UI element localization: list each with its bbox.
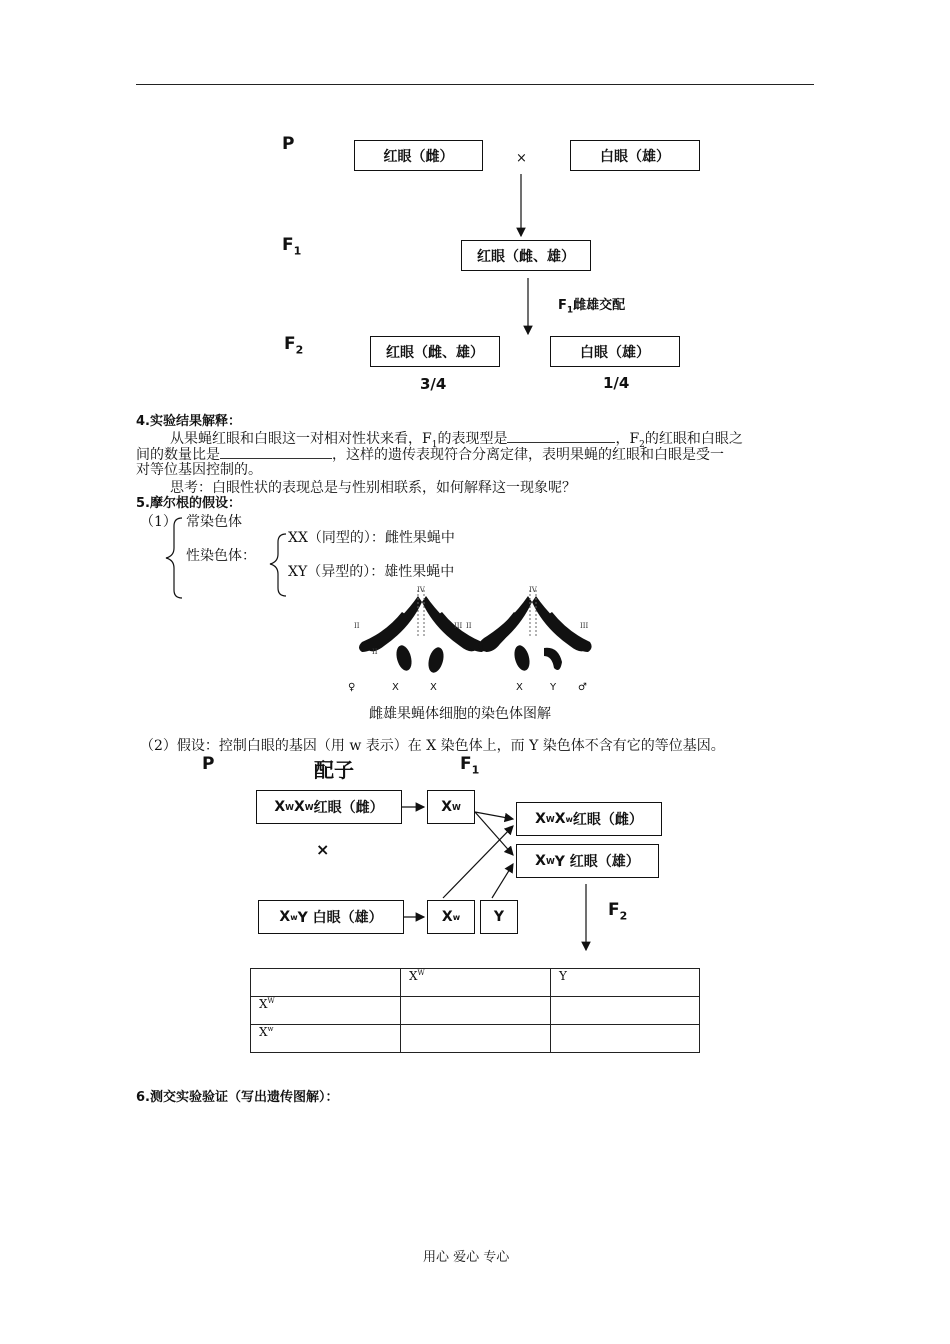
- x-label-3: X: [516, 682, 523, 693]
- gamete3-to-f1b-arrow: [492, 864, 513, 898]
- section-4-line-2: 间的数量比是 ，这样的遗传表现符合分离定律，表明果蝇的红眼和白眼是受一: [136, 447, 724, 463]
- f2-white-box: 白眼（雄）: [550, 336, 680, 367]
- f2-red-box: 红眼（雌、雄）: [370, 336, 500, 367]
- table-corner-cell: [251, 969, 401, 997]
- p-female-box: 红眼（雌）: [354, 140, 483, 171]
- sex-chromosome-label: 性染色体：: [186, 548, 256, 564]
- row-header-xw-dominant: $X^W$: [251, 997, 401, 1025]
- gamete-label: 配子: [314, 758, 354, 782]
- row-header-xw-recessive: $X^w$: [251, 1025, 401, 1053]
- section-4-line-1: 从果蝇红眼和白眼这一对相对性状来看，$F_1$的表现型是 ，$F_2$的红眼和白眼之: [170, 431, 743, 450]
- table-row: [251, 1025, 700, 1053]
- chrom-label-iii-left: III: [454, 622, 463, 630]
- section-4-heading: 4.实验结果解释：: [136, 414, 241, 429]
- y-label: Y: [550, 682, 557, 693]
- chrom-label-iv-left: IV: [417, 586, 425, 594]
- p-generation-label: P: [282, 134, 295, 154]
- table-row: [251, 969, 700, 997]
- punnett-square: [250, 968, 700, 1053]
- gamete2-to-f1a-arrow: [443, 826, 513, 898]
- x-label-2: X: [430, 682, 437, 693]
- footer-text: 用心 爱心 专心: [423, 1250, 510, 1265]
- f2-generation-label: $F_2$: [284, 334, 304, 357]
- header-cell-xw-dominant: $X^W$: [401, 969, 551, 997]
- chrom-label-iii-right: III: [580, 622, 589, 630]
- f1-female-genotype-box: X W X w 红眼（雌）: [516, 802, 662, 836]
- autosome-label: 常染色体: [186, 514, 242, 530]
- f1-box: 红眼（雌、雄）: [461, 240, 591, 271]
- f1-label-2: $F_1$: [460, 754, 480, 777]
- gamete-y-box: Y: [480, 900, 518, 934]
- xy-label: XY（异型的）：雄性果蝇中: [288, 564, 455, 580]
- section-6-heading: 6.测交实验验证（写出遗传图解）：: [136, 1090, 339, 1105]
- figure-caption: 雌雄果蝇体细胞的染色体图解: [369, 706, 551, 722]
- xx-label: XX（同型的）：雌性果蝇中: [288, 530, 455, 546]
- f1-male-genotype-box: X W Y 红眼（雄）: [516, 844, 659, 878]
- gamete-xw-dominant-box: X W: [427, 790, 475, 824]
- p-female-genotype-box: X W X W 红眼（雌）: [256, 790, 402, 824]
- p-male-box: 白眼（雄）: [570, 140, 700, 171]
- item-1-number: （1）: [140, 514, 177, 530]
- p-label-2: P: [202, 754, 215, 774]
- section-4-think: 思考：白眼性状的表现总是与性别相联系，如何解释这一现象呢？: [170, 480, 576, 496]
- x-label-1: X: [392, 682, 399, 693]
- chrom-label-ii-mid: II: [466, 622, 472, 630]
- f1-mating-label: $F_1$雌雄交配: [558, 298, 626, 316]
- table-cell[interactable]: [551, 1025, 700, 1053]
- gamete-xw-recessive-box: X w: [427, 900, 475, 934]
- ratio-red: 3/4: [420, 375, 447, 393]
- hypothesis: （2）假设：控制白眼的基因（用 w 表示）在 X 染色体上，而 Y 染色体不含有它的等位基因。: [140, 738, 725, 754]
- section-4-line-3: 对等位基因控制的。: [136, 462, 262, 478]
- male-symbol-icon: ♂: [578, 682, 587, 693]
- table-cell[interactable]: [401, 1025, 551, 1053]
- cross-sign-2: ×: [316, 840, 330, 859]
- table-row: [251, 997, 700, 1025]
- chrom-label-ii-left: II: [354, 622, 360, 630]
- chrom-label-iv-right: IV: [529, 586, 537, 594]
- female-symbol-icon: ♀: [348, 682, 356, 693]
- cross-sign: ×: [516, 151, 527, 166]
- table-cell[interactable]: [401, 997, 551, 1025]
- section-5-heading: 5.摩尔根的假设：: [136, 496, 241, 511]
- ratio-white: 1/4: [603, 374, 630, 392]
- chrom-label-ii-left-2: II: [372, 648, 378, 656]
- table-cell[interactable]: [551, 997, 700, 1025]
- header-cell-y: Y: [551, 969, 700, 997]
- f2-label-2: $F_2$: [608, 900, 628, 923]
- p-male-genotype-box: X w Y 白眼（雄）: [258, 900, 404, 934]
- f1-generation-label: $F_1$: [282, 235, 302, 258]
